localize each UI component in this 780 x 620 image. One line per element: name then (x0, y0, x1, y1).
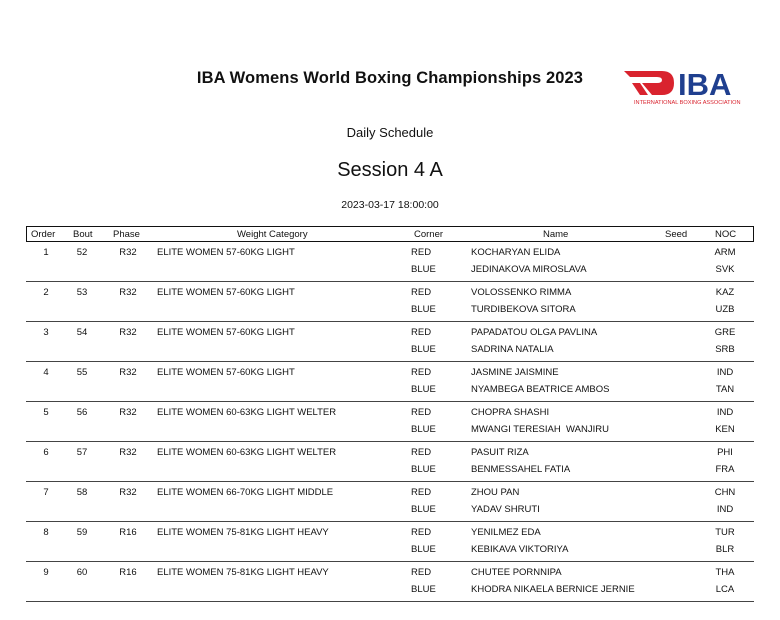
session-datetime: 2023-03-17 18:00:00 (341, 199, 439, 211)
col-header-corner: Corner (414, 228, 444, 240)
bout-row (26, 362, 754, 402)
corner-cell: RED (411, 487, 432, 498)
phase-cell: R16 (119, 527, 137, 538)
col-header-phase: Phase (113, 228, 140, 240)
noc-cell: CHN (714, 487, 736, 498)
boxer-name-cell: PAPADATOU OLGA PAVLINA (471, 327, 598, 338)
noc-cell: THA (715, 567, 735, 578)
blue-corner-line (26, 382, 754, 399)
col-header-order: Order (31, 228, 56, 240)
corner-cell: RED (411, 327, 432, 338)
blue-corner-line (26, 582, 754, 599)
col-header-noc: NOC (715, 228, 737, 240)
boxer-name-cell: JASMINE JAISMINE (471, 367, 559, 378)
bout-row (26, 482, 754, 522)
order-cell: 7 (43, 487, 49, 498)
corner-cell: BLUE (411, 464, 436, 475)
red-corner-line (26, 485, 754, 502)
noc-cell: BLR (715, 544, 735, 555)
red-corner-line (26, 565, 754, 582)
noc-cell: IND (716, 367, 734, 378)
order-cell: 5 (43, 407, 49, 418)
boxer-name-cell: VOLOSSENKO RIMMA (471, 287, 572, 298)
noc-cell: KEN (715, 424, 735, 435)
noc-cell: SVK (715, 264, 735, 275)
logo-text: IBA (678, 67, 732, 102)
boxer-name-cell: ZHOU PAN (471, 487, 520, 498)
corner-cell: BLUE (411, 584, 436, 595)
bout-row (26, 562, 754, 602)
bout-cell: 57 (76, 447, 88, 458)
bout-row (26, 282, 754, 322)
noc-cell: GRE (714, 327, 736, 338)
phase-cell: R32 (119, 247, 137, 258)
corner-cell: RED (411, 367, 432, 378)
noc-cell: UZB (715, 304, 735, 315)
corner-cell: BLUE (411, 504, 436, 515)
schedule-table (26, 226, 754, 602)
bout-cell: 55 (76, 367, 88, 378)
subtitle: Daily Schedule (346, 125, 434, 140)
col-header-weight: Weight Category (237, 228, 308, 240)
red-corner-line (26, 245, 754, 262)
corner-cell: RED (411, 247, 432, 258)
blue-corner-line (26, 262, 754, 279)
order-cell: 3 (43, 327, 49, 338)
weight-cell: ELITE WOMEN 57-60KG LIGHT (157, 287, 295, 298)
weight-cell: ELITE WOMEN 75-81KG LIGHT HEAVY (157, 567, 329, 578)
bout-row (26, 242, 754, 282)
phase-cell: R32 (119, 367, 137, 378)
phase-cell: R32 (119, 287, 137, 298)
noc-cell: PHI (717, 447, 733, 458)
noc-cell: LCA (715, 584, 735, 595)
bout-cell: 58 (76, 487, 88, 498)
boxer-name-cell: KOCHARYAN ELIDA (471, 247, 561, 258)
bout-cell: 52 (76, 247, 88, 258)
noc-cell: TUR (715, 527, 735, 538)
boxer-name-cell: YENILMEZ EDA (471, 527, 541, 538)
noc-cell: FRA (715, 464, 735, 475)
order-cell: 1 (43, 247, 49, 258)
red-corner-line (26, 525, 754, 542)
col-header-bout: Bout (73, 228, 93, 240)
red-corner-line (26, 285, 754, 302)
blue-corner-line (26, 502, 754, 519)
weight-cell: ELITE WOMEN 60-63KG LIGHT WELTER (157, 447, 337, 458)
corner-cell: BLUE (411, 264, 436, 275)
order-cell: 2 (43, 287, 49, 298)
phase-cell: R16 (119, 567, 137, 578)
phase-cell: R32 (119, 487, 137, 498)
boxer-name-cell: KEBIKAVA VIKTORIYA (471, 544, 569, 555)
corner-cell: RED (411, 287, 432, 298)
red-corner-line (26, 405, 754, 422)
noc-cell: KAZ (715, 287, 735, 298)
corner-cell: BLUE (411, 304, 436, 315)
corner-cell: RED (411, 567, 432, 578)
weight-cell: ELITE WOMEN 57-60KG LIGHT (157, 247, 295, 258)
boxer-name-cell: BENMESSAHEL FATIA (471, 464, 571, 475)
order-cell: 9 (43, 567, 49, 578)
bout-row (26, 322, 754, 362)
bout-cell: 53 (76, 287, 88, 298)
bout-cell: 56 (76, 407, 88, 418)
noc-cell: IND (716, 504, 734, 515)
noc-cell: IND (716, 407, 734, 418)
page-title: IBA Womens World Boxing Championships 2023 (196, 69, 584, 87)
bout-cell: 54 (76, 327, 88, 338)
order-cell: 6 (43, 447, 49, 458)
boxer-name-cell: JEDINAKOVA MIROSLAVA (471, 264, 587, 275)
weight-cell: ELITE WOMEN 60-63KG LIGHT WELTER (157, 407, 337, 418)
phase-cell: R32 (119, 407, 137, 418)
boxer-name-cell: TURDIBEKOVA SITORA (471, 304, 576, 315)
blue-corner-line (26, 422, 754, 439)
red-corner-line (26, 325, 754, 342)
bout-cell: 59 (76, 527, 88, 538)
boxer-name-cell: SADRINA NATALIA (471, 344, 554, 355)
noc-cell: TAN (715, 384, 735, 395)
phase-cell: R32 (119, 447, 137, 458)
red-corner-line (26, 445, 754, 462)
noc-cell: ARM (714, 247, 736, 258)
blue-corner-line (26, 342, 754, 359)
logo-subtext: INTERNATIONAL BOXING ASSOCIATION (634, 100, 741, 106)
col-header-name: Name (543, 228, 569, 240)
bout-row (26, 402, 754, 442)
corner-cell: BLUE (411, 344, 436, 355)
boxer-name-cell: CHUTEE PORNNIPA (471, 567, 562, 578)
boxer-name-cell: PASUIT RIZA (471, 447, 529, 458)
bout-row (26, 442, 754, 482)
corner-cell: RED (411, 527, 432, 538)
iba-logo (622, 66, 748, 106)
col-header-seed: Seed (665, 228, 688, 240)
blue-corner-line (26, 302, 754, 319)
boxer-name-cell: MWANGI TERESIAH WANJIRU (471, 424, 609, 435)
weight-cell: ELITE WOMEN 57-60KG LIGHT (157, 327, 295, 338)
corner-cell: RED (411, 407, 432, 418)
phase-cell: R32 (119, 327, 137, 338)
boxer-name-cell: NYAMBEGA BEATRICE AMBOS (471, 384, 610, 395)
order-cell: 4 (43, 367, 49, 378)
bout-cell: 60 (76, 567, 88, 578)
weight-cell: ELITE WOMEN 57-60KG LIGHT (157, 367, 295, 378)
corner-cell: RED (411, 447, 432, 458)
corner-cell: BLUE (411, 544, 436, 555)
boxer-name-cell: YADAV SHRUTI (471, 504, 540, 515)
boxer-name-cell: KHODRA NIKAELA BERNICE JERNIE (471, 584, 635, 595)
bout-row (26, 522, 754, 562)
session-title: Session 4 A (337, 159, 443, 181)
weight-cell: ELITE WOMEN 66-70KG LIGHT MIDDLE (157, 487, 334, 498)
noc-cell: SRB (715, 344, 735, 355)
table-header (26, 226, 754, 242)
blue-corner-line (26, 462, 754, 479)
corner-cell: BLUE (411, 424, 436, 435)
weight-cell: ELITE WOMEN 75-81KG LIGHT HEAVY (157, 527, 329, 538)
corner-cell: BLUE (411, 384, 436, 395)
red-corner-line (26, 365, 754, 382)
order-cell: 8 (43, 527, 49, 538)
blue-corner-line (26, 542, 754, 559)
boxer-name-cell: CHOPRA SHASHI (471, 407, 550, 418)
